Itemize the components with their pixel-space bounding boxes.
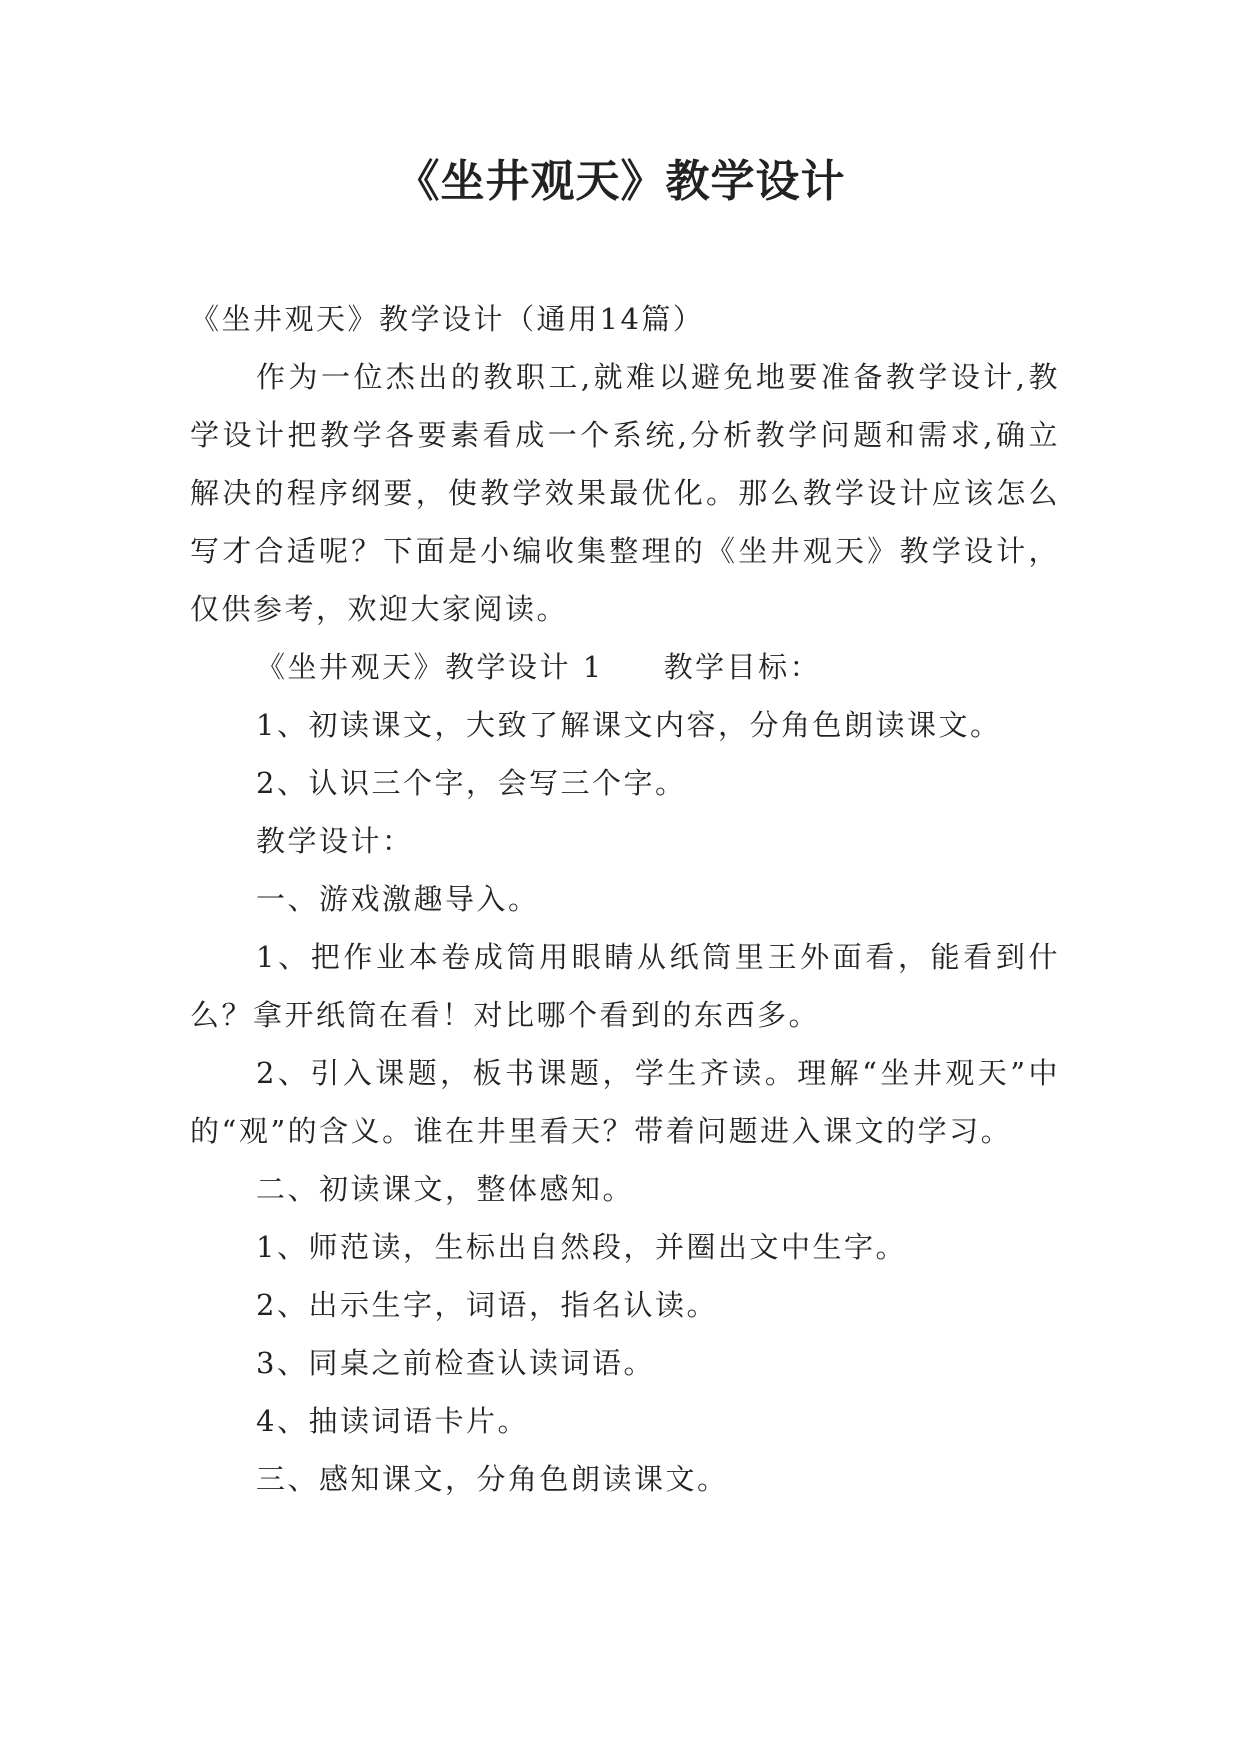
paragraph-part-2-step-1: 1、师范读，生标出自然段，并圈出文中生字。 — [256, 1230, 907, 1264]
paragraph-part-1-step-2: 2、引入课题，板书课题，学生齐读。理解“坐井观天”中的“观”的含义。谁在井里看天？带着问题进入课文的学习。 — [190, 1056, 1060, 1148]
paragraph-part-1-heading: 一、游戏激趣导入。 — [256, 882, 540, 916]
document-body — [190, 290, 1060, 1508]
paragraph-design-label: 教学设计： — [256, 824, 414, 858]
section-heading: 《坐井观天》教学设计 1 — [256, 650, 604, 684]
paragraph-part-3-heading: 三、感知课文，分角色朗读课文。 — [256, 1462, 729, 1496]
paragraph-goal-2: 2、认识三个字，会写三个字。 — [256, 766, 687, 800]
paragraph-part-2-step-4: 4、抽读词语卡片。 — [256, 1404, 529, 1438]
section-heading-line — [190, 638, 1060, 696]
paragraph-part-2-heading: 二、初读课文，整体感知。 — [256, 1172, 635, 1206]
intro-paragraph: 作为一位杰出的教职工,就难以避免地要准备教学设计,教学设计把教学各要素看成一个系统,分析教学问题和需求,确立解决的程序纲要，使教学效果最优化。那么教学设计应该怎么写才合适呢？下面是小编收集整理的《坐井观天》教学设计，仅供参考，欢迎大家阅读。 — [190, 360, 1060, 626]
document-subtitle: 《坐井观天》教学设计（通用14篇） — [190, 302, 705, 336]
paragraph-part-2-step-3: 3、同桌之前检查认读词语。 — [256, 1346, 655, 1380]
paragraph-part-1-step-1: 1、把作业本卷成筒用眼睛从纸筒里王外面看，能看到什么？拿开纸筒在看！对比哪个看到的东西多。 — [190, 940, 1060, 1032]
paragraph-goal-1: 1、初读课文，大致了解课文内容，分角色朗读课文。 — [256, 708, 1002, 742]
goals-label: 教学目标： — [663, 650, 822, 684]
paragraph-part-2-step-2: 2、出示生字，词语，指名认读。 — [256, 1288, 718, 1322]
document-title: 《坐井观天》教学设计 — [395, 156, 846, 207]
